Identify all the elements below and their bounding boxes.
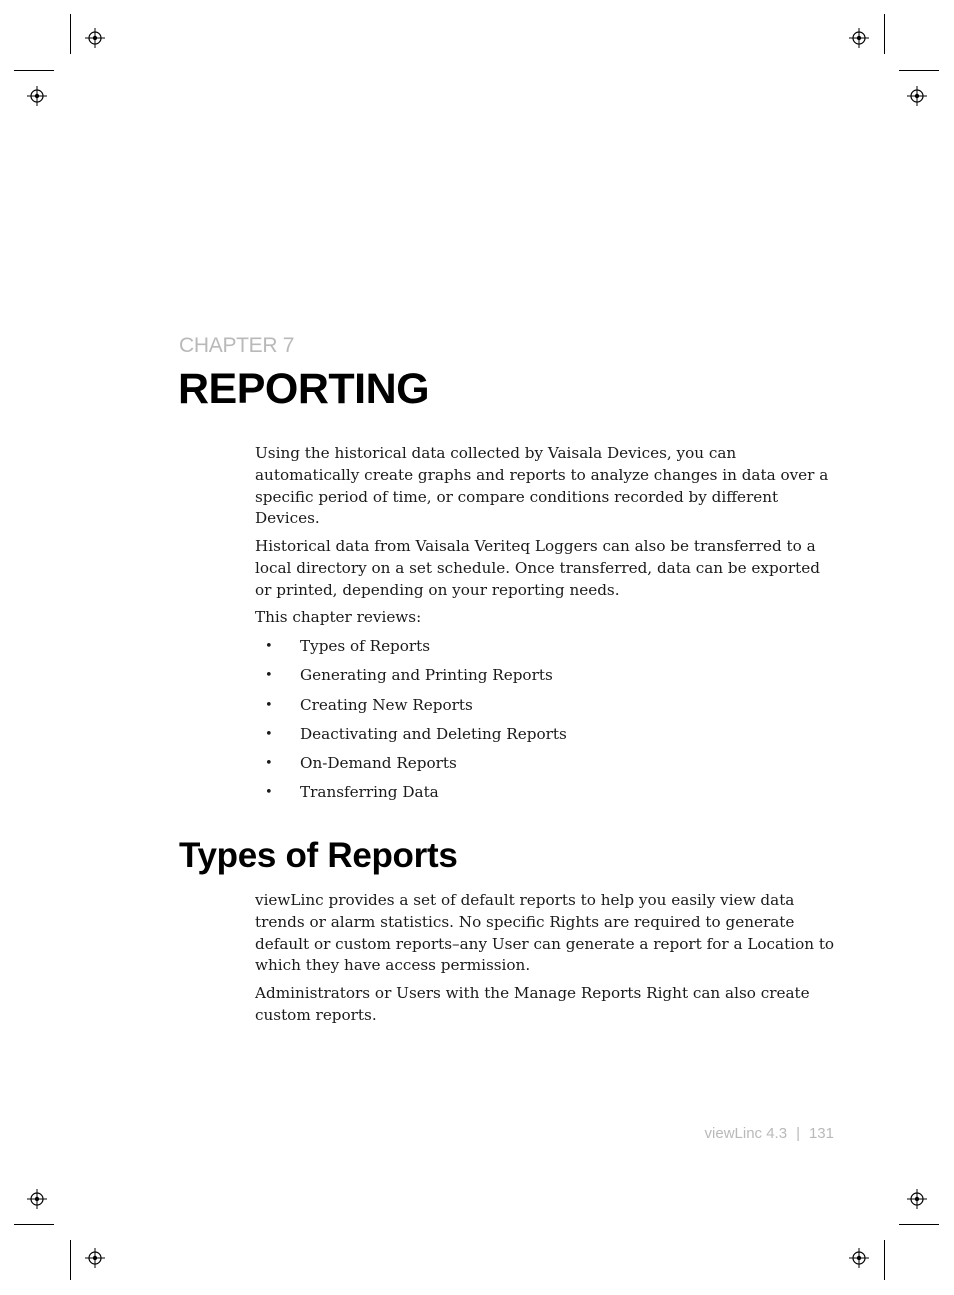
crop-mark-top-left-vertical xyxy=(70,14,71,54)
section-paragraph: Administrators or Users with the Manage Reports Right can also create custom reports. xyxy=(255,984,810,1024)
crop-mark-bottom-left-vertical xyxy=(70,1240,71,1280)
crosshair-registration-icon xyxy=(27,86,47,106)
topic-label: Generating and Printing Reports xyxy=(300,666,553,685)
crop-mark-top-right-horizontal xyxy=(899,70,939,71)
list-item xyxy=(255,691,815,720)
crosshair-registration-icon xyxy=(849,28,869,48)
list-item xyxy=(255,632,815,661)
crosshair-registration-icon xyxy=(85,28,105,48)
list-item xyxy=(255,720,815,749)
crosshair-registration-icon xyxy=(27,1189,47,1209)
crop-mark-top-right-vertical xyxy=(884,14,885,54)
footer-product: viewLinc 4.3 xyxy=(704,1125,788,1142)
topic-label: Transferring Data xyxy=(300,783,439,802)
chapter-title: REPORTING xyxy=(178,365,430,413)
bullet-icon: • xyxy=(265,785,273,801)
crop-mark-bottom-right-horizontal xyxy=(899,1224,939,1225)
section-heading: Types of Reports xyxy=(179,836,458,875)
topic-label: Types of Reports xyxy=(300,637,431,655)
bullet-icon: • xyxy=(265,756,273,772)
topic-label: Deactivating and Deleting Reports xyxy=(300,724,567,743)
crosshair-registration-icon xyxy=(907,86,927,106)
list-item xyxy=(255,778,815,807)
topic-label: Creating New Reports xyxy=(300,695,473,714)
bullet-icon: • xyxy=(265,668,273,684)
section-paragraph: viewLinc provides a set of default reports to help you easily view data trends or alarm statistics. No specific Rights are required to generate default or custom reports–any User can generate a report for a Location to which they have access permission. xyxy=(255,891,835,975)
crop-mark-bottom-right-vertical xyxy=(884,1240,885,1280)
chapter-topics-list xyxy=(255,632,815,808)
page-footer xyxy=(705,1125,834,1142)
crosshair-registration-icon xyxy=(85,1248,105,1268)
list-item xyxy=(255,749,815,778)
topic-label: On-Demand Reports xyxy=(300,754,457,773)
footer-separator: | xyxy=(796,1125,800,1142)
intro-paragraph: Using the historical data collected by Vaisala Devices, you can automatically create graphs and reports to analyze changes in data over a specific period of time, or compare conditions recorded by different Devices. xyxy=(255,444,829,528)
crop-mark-top-left-horizontal xyxy=(14,70,54,71)
intro-lead-in: This chapter reviews: xyxy=(255,608,422,626)
crosshair-registration-icon xyxy=(907,1189,927,1209)
chapter-label: CHAPTER 7 xyxy=(179,334,295,357)
crop-mark-bottom-left-horizontal xyxy=(14,1224,54,1225)
page-number: 131 xyxy=(808,1125,834,1142)
intro-paragraph: Historical data from Vaisala Veriteq Loggers can also be transferred to a local directory on a set schedule. Once transferred, data can be exported or printed, depending on your reporting needs. xyxy=(255,537,820,599)
bullet-icon: • xyxy=(265,726,273,742)
bullet-icon: • xyxy=(265,697,273,713)
list-item xyxy=(255,661,815,690)
bullet-icon: • xyxy=(265,639,273,654)
crosshair-registration-icon xyxy=(849,1248,869,1268)
